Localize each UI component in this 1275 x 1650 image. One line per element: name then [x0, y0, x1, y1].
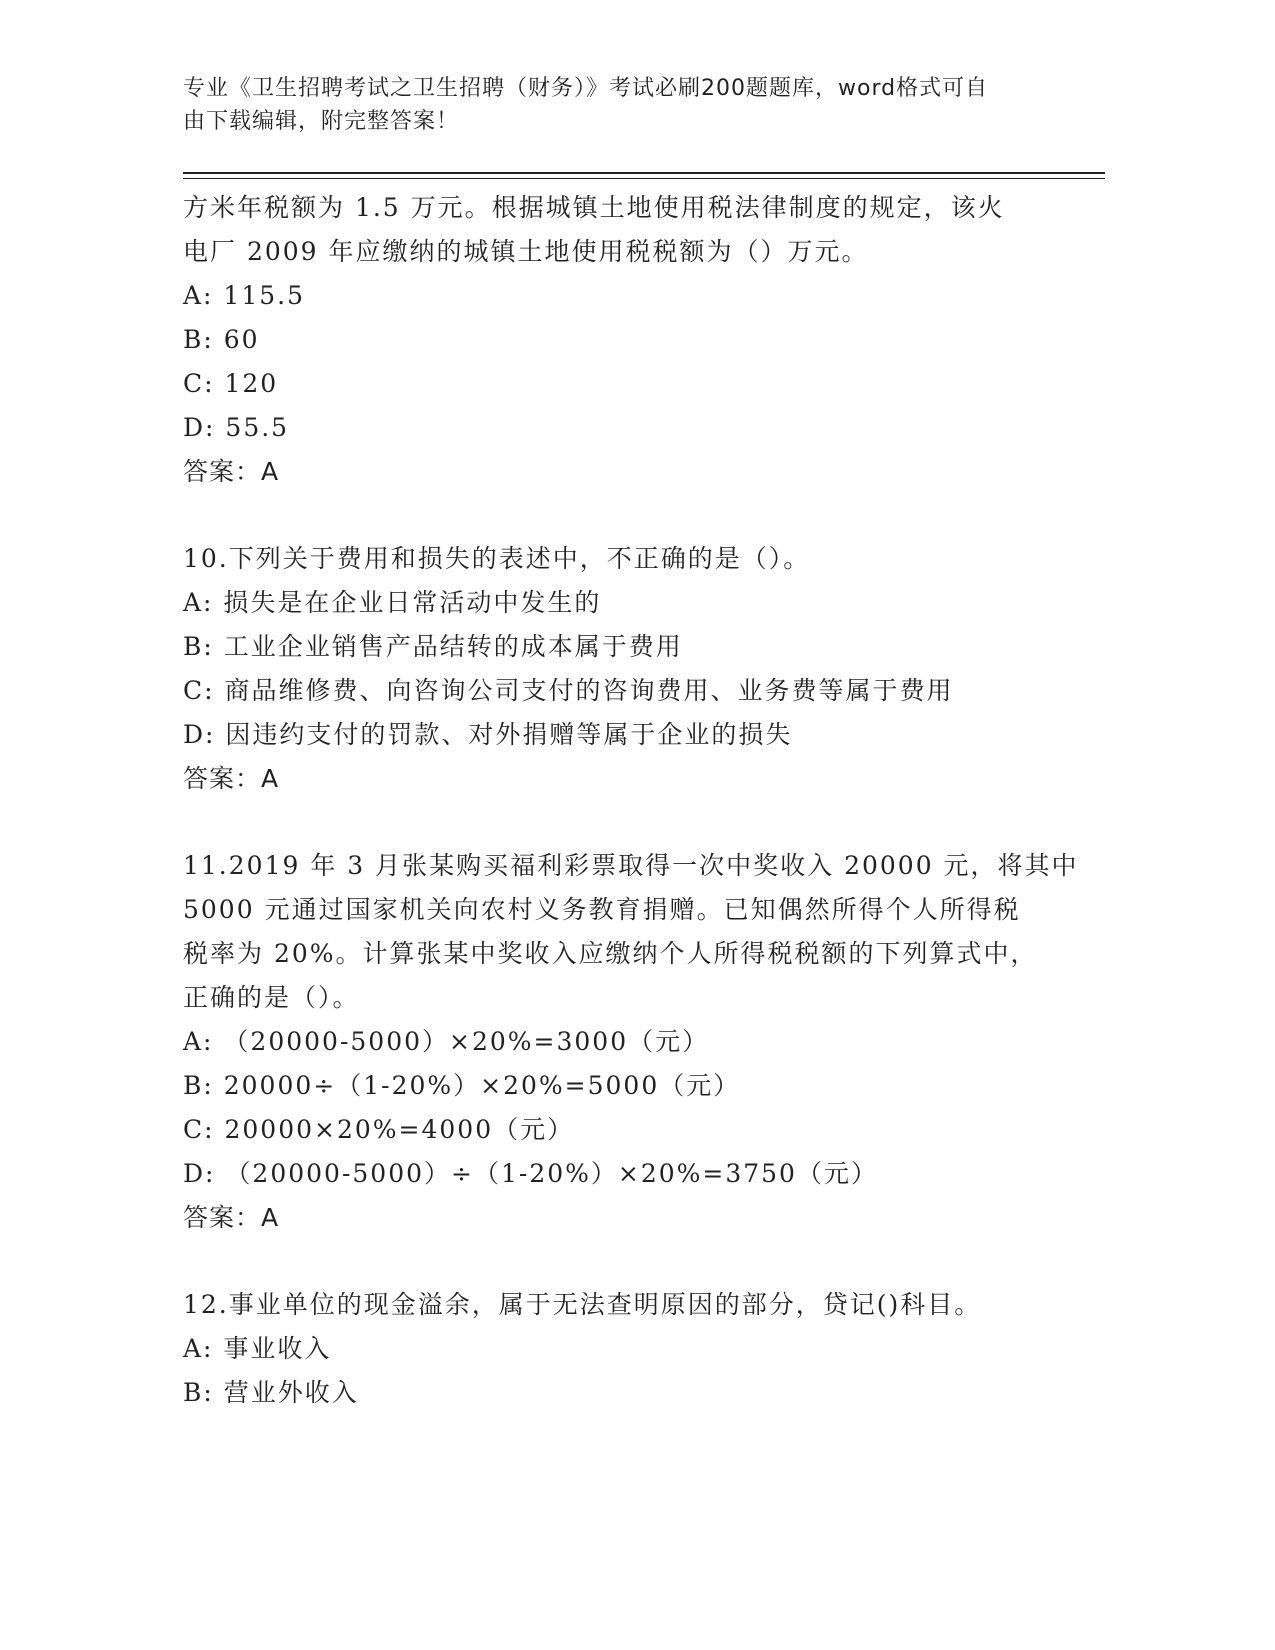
- question-11-stem-line-1: 11.2019 年 3 月张某购买福利彩票取得一次中奖收入 20000 元，将其中: [183, 851, 1079, 880]
- question-9-option-d: D: 55.5: [183, 413, 290, 442]
- document-header: [183, 72, 1063, 138]
- spacer: [183, 494, 1063, 537]
- question-11-stem-line-4: 正确的是（）。: [183, 983, 360, 1012]
- question-9-stem-line-1: 方米年税额为 1.5 万元。根据城镇土地使用税法律制度的规定，该火: [183, 193, 1005, 222]
- question-12-option-b: B: 营业外收入: [183, 1378, 359, 1407]
- question-10-option-a: A: 损失是在企业日常活动中发生的: [183, 588, 602, 617]
- question-10-option-d: D: 因违约支付的罚款、对外捐赠等属于企业的损失: [183, 720, 793, 749]
- question-12-stem-line-1: 12.事业单位的现金溢余，属于无法查明原因的部分，贷记()科目。: [183, 1290, 982, 1319]
- question-9: [183, 186, 1063, 494]
- question-10-stem-line-1: 10.下列关于费用和损失的表述中，不正确的是（）。: [183, 544, 811, 573]
- header-line-2: 由下载编辑，附完整答案！: [183, 109, 460, 134]
- question-10-answer: 答案：A: [183, 764, 280, 793]
- question-12: [183, 1283, 1063, 1415]
- question-11: [183, 844, 1079, 1240]
- question-10: [183, 537, 1063, 801]
- question-11-option-a: A: （20000-5000）×20%=3000（元）: [183, 1027, 710, 1056]
- question-11-option-d: D: （20000-5000）÷（1-20%）×20%=3750（元）: [183, 1159, 878, 1188]
- question-9-option-a: A: 115.5: [183, 281, 305, 310]
- question-9-option-c: C: 120: [183, 369, 279, 398]
- header-line-1: 专业《卫生招聘考试之卫生招聘（财务）》考试必刷200题题库，word格式可自: [183, 76, 989, 101]
- spacer: [183, 801, 1063, 844]
- header-divider-thick: [183, 172, 1105, 174]
- question-10-option-b: B: 工业企业销售产品结转的成本属于费用: [183, 632, 683, 661]
- header-divider-thin: [183, 178, 1105, 179]
- question-9-stem-line-2: 电厂 2009 年应缴纳的城镇土地使用税税额为（）万元。: [183, 237, 869, 266]
- question-10-option-c: C: 商品维修费、向咨询公司支付的咨询费用、业务费等属于费用: [183, 676, 954, 705]
- question-9-answer: 答案：A: [183, 457, 280, 486]
- question-11-answer: 答案：A: [183, 1203, 280, 1232]
- question-11-stem-line-3: 税率为 20%。计算张某中奖收入应缴纳个人所得税税额的下列算式中，: [183, 939, 1038, 968]
- spacer: [183, 1240, 1063, 1283]
- question-11-option-c: C: 20000×20%=4000（元）: [183, 1115, 575, 1144]
- question-12-option-a: A: 事业收入: [183, 1334, 332, 1363]
- question-11-option-b: B: 20000÷（1-20%）×20%=5000（元）: [183, 1071, 741, 1100]
- question-11-stem-line-2: 5000 元通过国家机关向农村义务教育捐赠。已知偶然所得个人所得税: [183, 895, 1021, 924]
- question-9-option-b: B: 60: [183, 325, 260, 354]
- document-body: [183, 186, 1079, 1415]
